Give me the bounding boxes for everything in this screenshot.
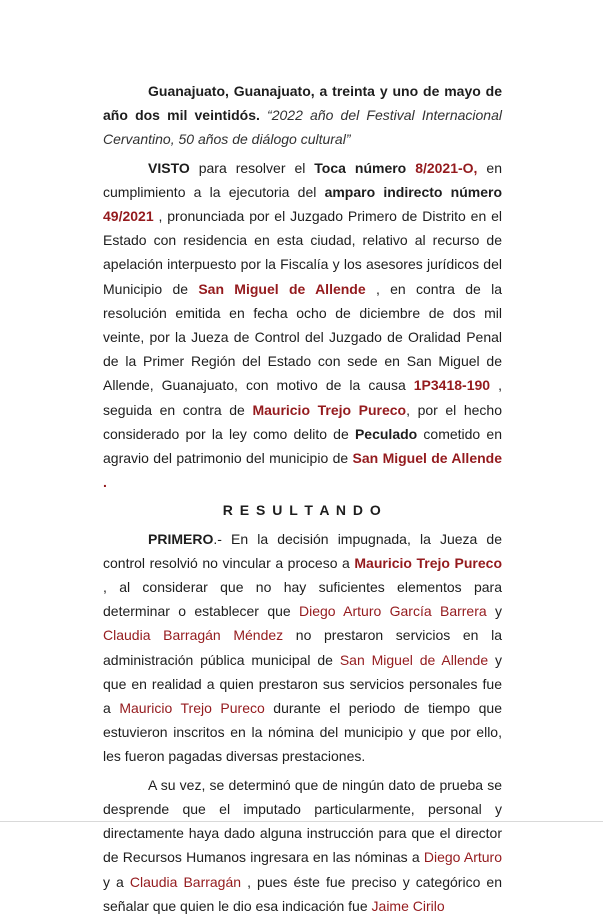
document-body [103,79,502,922]
section-heading [103,498,502,522]
text-run-r: Claudia Barragán [129,873,242,890]
text-run-b: VISTO [148,159,199,176]
text-run-br: Mauricio Trejo Pureco [252,401,407,418]
text-run-br: San Miguel de Allende [198,280,366,297]
text-run: cometido en agravio del patrimonio del municipio de [103,425,502,467]
text-run: , al considerar que no hay suficientes elementos para determinar o establecer que [103,579,502,620]
text-run-i: “2022 año del Festival Internacional Cervantino, 50 años de diálogo cultural” [103,107,502,148]
text-run: y [486,603,503,620]
text-run-br: 8/2021-O, [415,159,478,176]
paragraph [103,527,502,769]
text-run-br: Mauricio Trejo Pureco [354,554,502,571]
text-run-b: amparo indirecto número [324,183,502,200]
text-run-b: PRIMERO [148,530,214,547]
text-run-r: Mauricio Trejo Pureco [119,700,265,717]
text-run: y que en realidad a quien prestaron sus servicios personales fue a [103,651,502,717]
text-run: , pronunciada por el Juzgado Primero de Distrito en el Estado con residencia en esta ciudad, relativo al recurso de apelación interpuesto por la Fiscalía y los asesores jurídicos del Municipio de [103,208,502,297]
text-run-b: Guanajuato, Guanajuato, a treinta y uno de mayo de año dos mil veintidós. [103,83,502,124]
text-run-r: Jaime Cirilo [371,897,445,914]
text-run-r: Claudia Barragán Méndez [103,627,284,644]
paragraph [103,79,502,152]
text-run-b: Peculado [354,425,418,442]
text-run: durante el periodo de tiempo que estuvieron inscritos en la nómina del municipio y que por ello, les fueron pagadas diversas prestaciones. [103,700,502,765]
text-run: en cumplimiento a la ejecutoria del [103,159,502,200]
text-run: A su vez, se determinó que de ningún dato de prueba se desprende que el imputado particularmente, personal y directamente haya dado alguna instrucción para que el director de Recursos Humanos ingresara en las nóminas a [103,776,502,866]
paragraph [103,773,502,918]
text-run-b: R E S U L T A N D O [222,502,383,519]
text-run: , en contra de la resolución emitida en fecha ocho de diciembre de dos mil veinte, por la Jueza de Control del Juzgado de Oralidad Penal de la Primer Región del Estado con sede en San Miguel de Allende, Guanajuato, con motivo de la causa [103,280,502,394]
text-run: .- En la decisión impugnada, la Jueza de control resolvió no vincular a proceso a [103,530,502,571]
paragraph [103,156,502,495]
page-break-divider [0,821,603,822]
text-run-r: Diego Arturo [423,849,502,866]
text-run-r: Diego Arturo García Barrera [299,603,487,620]
text-run-br: 49/2021 [103,208,154,225]
text-run: , seguida en contra de [103,377,502,418]
text-run-r: San Miguel de Allende [339,651,489,668]
text-run: , por el hecho considerado por la ley como delito de [103,401,503,442]
text-run: no prestaron servicios en la administración pública municipal de [103,627,502,668]
text-run: y a [103,873,130,890]
text-run-br: San Miguel de Allende . [103,450,503,491]
text-run-b: Toca número [314,159,416,176]
text-run: para resolver el [198,159,315,176]
text-run-br: 1P3418-190 [413,377,491,394]
text-run: , pues éste fue preciso y categórico en señalar que quien le dio esa indicación fue [103,873,502,914]
